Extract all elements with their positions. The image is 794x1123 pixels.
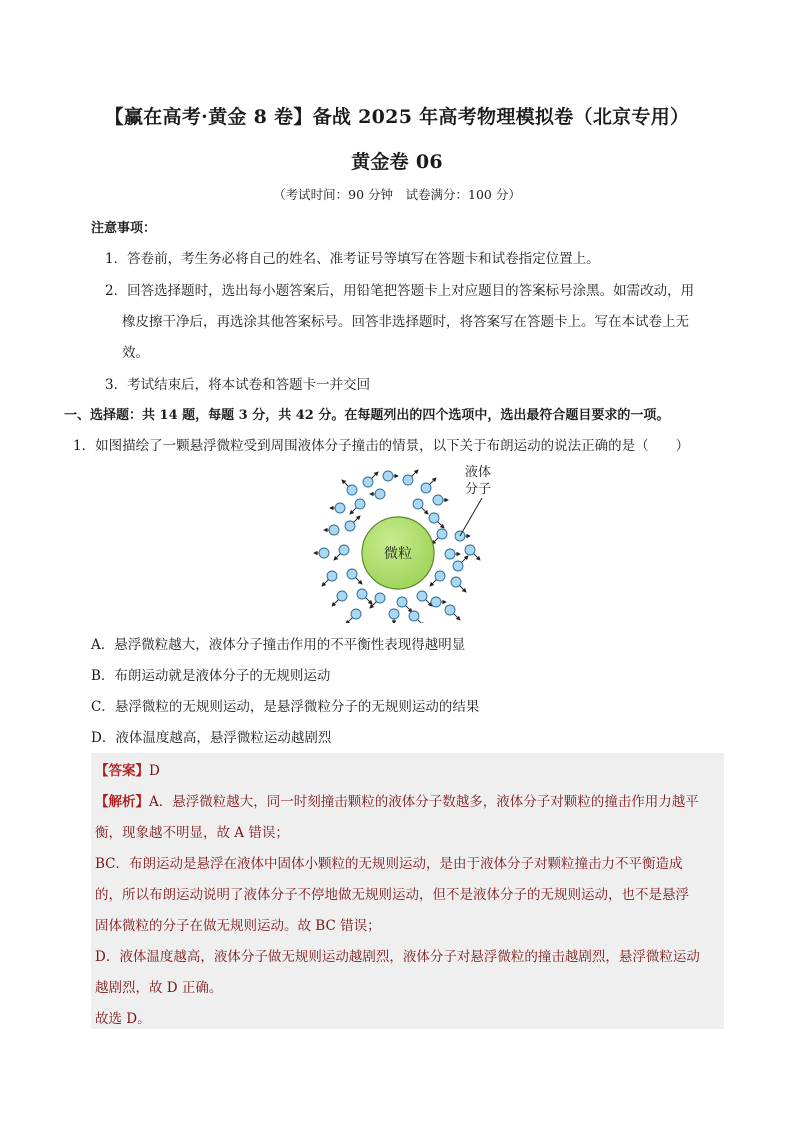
liquid-molecule	[429, 513, 439, 523]
analysis-line-7: 越剧烈，故 D 正确。	[95, 980, 223, 996]
liquid-molecule	[397, 597, 407, 607]
liquid-molecule	[335, 503, 345, 513]
analysis-line-1	[95, 790, 699, 810]
liquid-molecule	[389, 609, 399, 619]
liquid-molecule	[433, 495, 443, 505]
molecule-label-line2: 分子	[464, 482, 492, 497]
notice-item-1: 1．答卷前，考生务必将自己的姓名、准考证号等填写在答题卡和试卷指定位置上。	[105, 251, 600, 267]
brownian-figure	[310, 458, 510, 623]
liquid-molecule	[327, 571, 337, 581]
liquid-molecule	[351, 609, 361, 619]
liquid-molecule	[363, 477, 373, 487]
liquid-molecule	[417, 591, 427, 601]
answer-value: D	[149, 763, 160, 779]
liquid-molecule	[465, 545, 475, 555]
analysis-line-2: 衡，现象越不明显，故 A 错误；	[95, 825, 289, 841]
liquid-molecule	[453, 561, 463, 571]
option-b: B．布朗运动就是液体分子的无规则运动	[91, 668, 331, 684]
liquid-molecule	[437, 529, 447, 539]
exam-info: （考试时间：90 分钟 试卷满分：100 分）	[273, 187, 521, 202]
liquid-molecule	[409, 611, 419, 621]
liquid-molecule	[347, 569, 357, 579]
liquid-molecule	[319, 548, 329, 558]
liquid-molecule	[347, 485, 357, 495]
liquid-molecule	[421, 483, 431, 493]
liquid-molecule	[451, 577, 461, 587]
liquid-molecule	[339, 545, 349, 555]
answer-tag: 【答案】	[95, 763, 149, 779]
analysis-line-6: D．液体温度越高，液体分子做无规则运动越剧烈，液体分子对悬浮微粒的撞击越剧烈，悬浮微粒运动	[95, 949, 700, 965]
analysis-tag: 【解析】	[95, 794, 149, 810]
notice-item-2: 2．回答选择题时，选出每小题答案后，用铅笔把答题卡上对应题目的答案标号涂黑。如需改动，用	[105, 283, 695, 299]
question-1-stem: 1．如图描绘了一颗悬浮微粒受到周围液体分子撞击的情景，以下关于布朗运动的说法正确的是（ ）	[73, 438, 690, 454]
liquid-molecule	[355, 499, 365, 509]
exam-title: 【赢在高考·黄金 8 卷】备战 2025 年高考物理模拟卷（北京专用）	[104, 106, 690, 128]
liquid-molecule	[435, 571, 445, 581]
liquid-molecule	[357, 589, 367, 599]
liquid-molecule	[431, 597, 441, 607]
liquid-molecule	[337, 591, 347, 601]
liquid-molecule	[329, 525, 339, 535]
analysis-line-4: 的，所以布朗运动说明了液体分子不停地做无规则运动，但不是液体分子的无规则运动，也不是悬浮	[95, 887, 689, 903]
liquid-molecule	[375, 593, 385, 603]
analysis-line-8: 故选 D。	[95, 1011, 151, 1027]
liquid-molecule	[375, 489, 385, 499]
notice-title: 注意事项：	[91, 221, 157, 236]
notice-item-3: 3．考试结束后，将本试卷和答题卡一并交回	[105, 377, 371, 393]
notice-item-2-cont: 橡皮擦干净后，再选涂其他答案标号。回答非选择题时，将答案写在答题卡上。写在本试卷上无	[122, 314, 689, 330]
paper-number: 黄金卷 06	[351, 151, 443, 173]
liquid-molecule	[403, 475, 413, 485]
option-d: D．液体温度越高，悬浮微粒运动越剧烈	[91, 730, 332, 746]
option-c: C．悬浮微粒的无规则运动，是悬浮微粒分子的无规则运动的结果	[91, 699, 480, 715]
option-a: A．悬浮微粒越大，液体分子撞击作用的不平衡性表现得越明显	[91, 637, 466, 653]
answer-line	[95, 759, 160, 779]
notice-item-2-end: 效。	[122, 345, 149, 361]
molecule-label-line1: 液体	[464, 465, 492, 480]
analysis-line-5: 固体微粒的分子在做无规则运动。故 BC 错误；	[95, 918, 381, 934]
liquid-molecule	[413, 499, 423, 509]
liquid-molecule	[383, 471, 393, 481]
analysis-line-3: BC．布朗运动是悬浮在液体中固体小颗粒的无规则运动，是由于液体分子对颗粒撞击力不平衡造成	[95, 856, 683, 872]
section-heading: 一、选择题：共 14 题，每题 3 分，共 42 分。在每题列出的四个选项中，选出最符合题目要求的一项。	[64, 408, 670, 423]
liquid-molecule	[345, 521, 355, 531]
label-leader-line	[460, 498, 482, 536]
liquid-molecule	[445, 605, 455, 615]
liquid-molecule	[445, 549, 455, 559]
analysis-text-1: A．悬浮微粒越大，同一时刻撞击颗粒的液体分子数越多，液体分子对颗粒的撞击作用力越平	[149, 794, 699, 810]
particle-label: 微粒	[384, 546, 412, 562]
